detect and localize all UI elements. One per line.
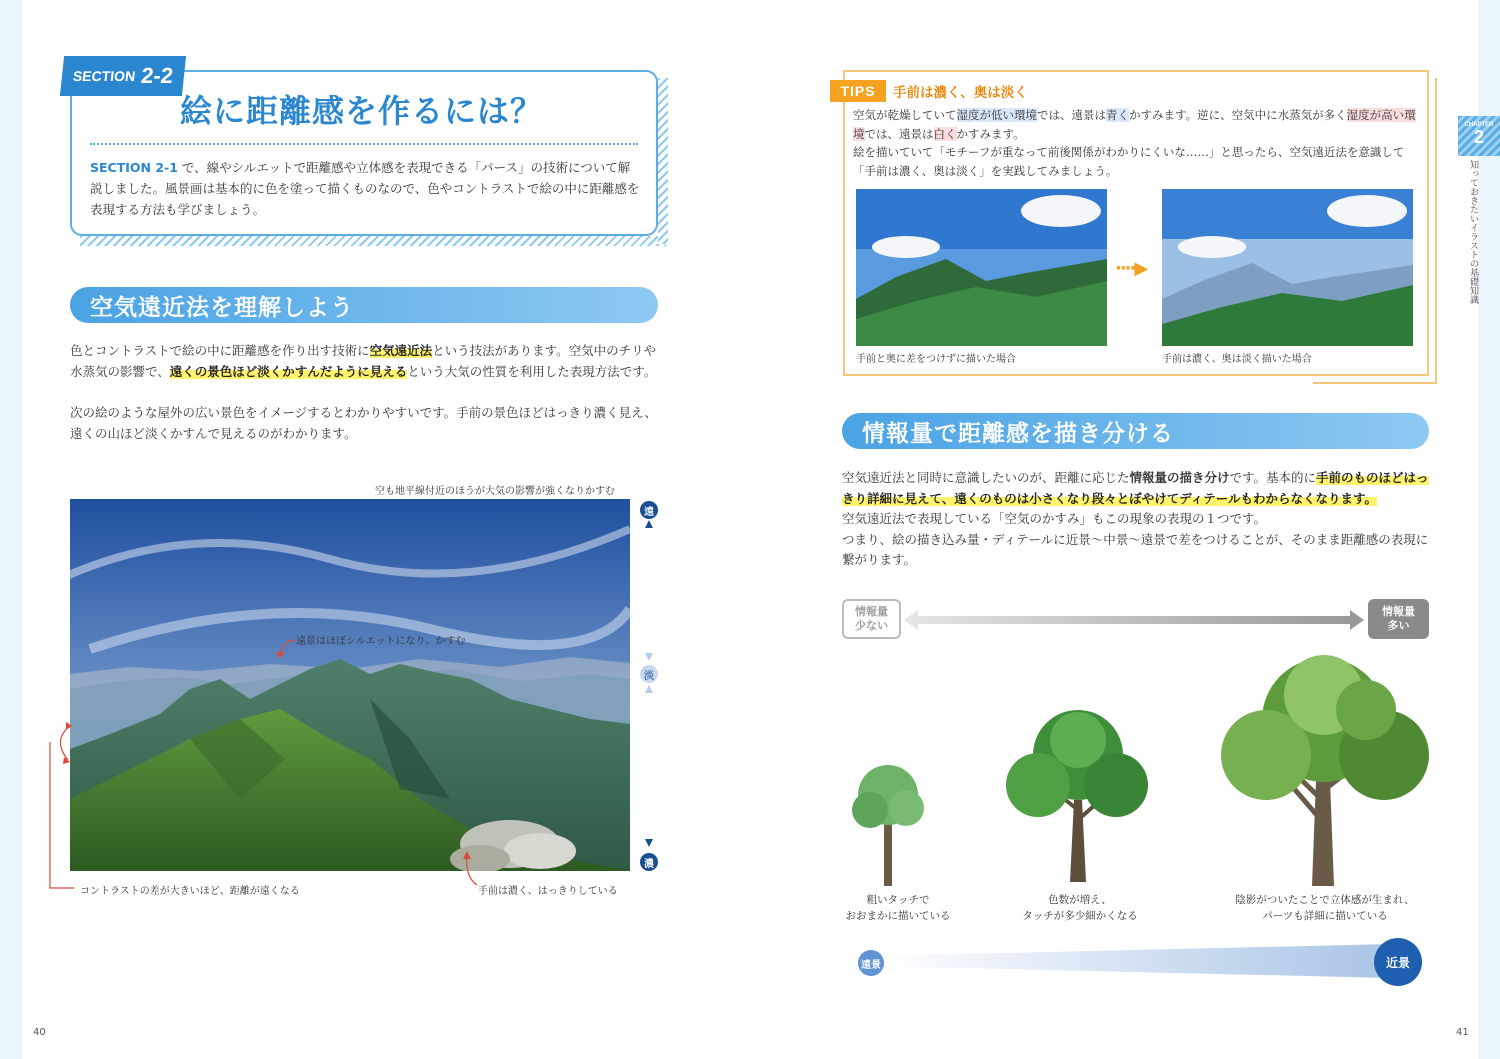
caption-contrast: コントラストの差が大きいほど、距離が遠くなる <box>80 886 300 897</box>
arrow-far-icon <box>270 636 300 662</box>
caption-near: 手前は濃く、はっきりしている <box>478 886 618 897</box>
depth-scale <box>636 498 662 878</box>
scale-pale-badge: 淡 <box>640 665 658 683</box>
paragraph-information-density <box>842 468 1432 571</box>
tips-image-flat <box>856 189 1107 346</box>
tips-tag: TIPS <box>830 80 886 102</box>
para-text: という大気の性質を利用した表現方法です。 <box>407 364 657 379</box>
left-page-edge <box>0 0 22 1059</box>
tree-caption-line: 色数が増え、 <box>1048 894 1112 906</box>
chapter-number: 2 <box>1473 127 1484 147</box>
highlight-phrase: 手前のものほどはっきり詳細に見えて、遠くのものは小さくなり段々とぼやけてディテールもわからなくなります。 <box>842 470 1429 506</box>
info-low-line2: 少ない <box>855 619 888 632</box>
section-tag-number: 2-2 <box>139 63 175 88</box>
tree-caption-medium <box>1000 892 1160 924</box>
info-high-line1: 情報量 <box>1382 605 1415 618</box>
paragraph-example: 次の絵のような屋外の広い景色をイメージするとわかりやすいです。手前の景色ほどはっきり濃く見え、遠くの山ほど淡くかすんで見えるのがわかります。 <box>70 405 657 441</box>
heading-aerial-perspective: 空気遠近法を理解しよう <box>70 287 658 323</box>
info-low-pill <box>842 599 901 639</box>
info-high-line2: 多い <box>1387 619 1410 632</box>
tips-arrow-icon: ····▶ <box>1115 258 1147 279</box>
tips-caption-flat: 手前と奥に差をつけずに描いた場合 <box>856 354 1016 365</box>
para-text: 色とコントラストで絵の中に距離感を作り出す技術に <box>70 343 370 358</box>
para-text: つまり、絵の描き込み量・ディテールに近景〜中景〜遠景で差をつけることが、そのまま距離感の表現に繋がります。 <box>842 531 1429 567</box>
tree-caption-line: パーツも詳細に描いている <box>1262 910 1388 922</box>
tips-box-shadow <box>1313 382 1437 384</box>
info-scale-arrow <box>902 608 1366 632</box>
tips-highlight-low-humidity: 湿度が低い環境 <box>956 108 1037 122</box>
tips-text: 絵を描いていて「モチーフが重なって前後関係がわかりにくいな……」と思ったら、空気遠近法を意識して「手前は濃く、奥は淡く」を実践してみましょう。 <box>853 145 1405 178</box>
tree-caption-line: おおまかに描いている <box>845 910 951 922</box>
section-box-shadow-side <box>658 78 668 244</box>
paragraph-aerial-perspective <box>70 340 660 382</box>
caption-far-view: 遠景はほぼシルエットになり、かすむ <box>296 636 466 647</box>
tips-image-graded <box>1162 189 1413 346</box>
info-high-pill <box>1368 599 1429 639</box>
tree-caption-detailed <box>1220 892 1430 924</box>
tips-highlight-high-humidity: 湿度が高い環境 <box>853 108 1416 141</box>
tips-text: では、遠景は <box>1037 108 1106 122</box>
tree-caption-line: 粗いタッチで <box>866 894 930 906</box>
right-page-edge <box>1478 0 1500 1059</box>
section-title: 絵に距離感を作るには？ <box>180 92 544 130</box>
tree-medium-image <box>998 700 1158 885</box>
distance-far-badge: 遠景 <box>858 950 884 976</box>
tips-caption-graded: 手前は濃く、奥は淡く描いた場合 <box>1162 354 1312 365</box>
heading-information-density: 情報量で距離感を描き分ける <box>842 413 1429 449</box>
tips-body <box>853 106 1419 180</box>
mountain-landscape-image <box>70 499 630 871</box>
section-box-shadow <box>80 236 666 246</box>
page-number-left: 40 <box>33 1027 46 1038</box>
tips-text: かすみます。 <box>956 126 1025 141</box>
tips-title: 手前は濃く、奥は淡く <box>893 85 1028 101</box>
tips-text: かすみます。逆に、空気中に水蒸気が多く <box>1129 108 1347 122</box>
tips-text: では、遠景は <box>864 126 934 141</box>
highlight-phrase: 遠くの景色ほど淡くかすんだように見える <box>169 364 408 379</box>
tree-caption-line: 陰影がついたことで立体感が生まれ、 <box>1235 894 1415 906</box>
scale-dark-badge: 濃 <box>640 853 658 871</box>
tips-text: 空気が乾燥していて <box>853 108 957 122</box>
distance-gradient-bar <box>870 944 1410 978</box>
para-text: です。基本的に <box>1229 470 1317 485</box>
tree-caption-line: タッチが多少細かくなる <box>1022 910 1138 922</box>
section-tag <box>60 56 186 96</box>
highlight-term: 空気遠近法 <box>369 343 433 358</box>
contrast-bracket-icon <box>44 720 84 892</box>
tree-rough-image <box>848 750 928 890</box>
info-low-line1: 情報量 <box>855 605 888 618</box>
section-intro <box>90 157 640 220</box>
para-text: 空気遠近法で表現している「空気のかすみ」もこの現象の表現の１つです。 <box>842 511 1267 526</box>
section-reference: SECTION 2-1 <box>90 160 178 175</box>
distance-near-badge: 近景 <box>1374 938 1422 986</box>
chapter-tab <box>1458 116 1500 156</box>
tips-highlight-white: 白く <box>933 126 957 141</box>
page-number-right: 41 <box>1456 1027 1469 1038</box>
tree-detailed-image <box>1216 650 1431 888</box>
tips-highlight-blue: 青く <box>1106 108 1129 122</box>
chapter-word: CHAPTER <box>1464 122 1494 128</box>
para-text: という技法があります。空気中のチリや水蒸気の影響で、 <box>70 343 657 379</box>
chapter-title-vertical: 知っておきたいイラストの基礎知識 <box>1468 160 1478 304</box>
scale-far-badge: 遠 <box>640 501 658 519</box>
para-text: 空気遠近法と同時に意識したいのが、距離に応じた <box>842 470 1130 485</box>
tips-box-shadow-side <box>1435 78 1437 384</box>
section-tag-word: SECTION <box>72 68 137 84</box>
tree-caption-rough <box>828 892 968 924</box>
section-intro-text: で、線やシルエットで距離感や立体感を表現できる「パース」の技術について解説しました。風景画は基本的に色を塗って描くものなので、色やコントラストで絵の中に距離感を表現する方法も学びましょう。 <box>90 160 640 217</box>
section-divider <box>90 143 638 145</box>
caption-sky: 空も地平線付近のほうが大気の影響が強くなりかすむ <box>375 486 615 497</box>
bold-term: 情報量の描き分け <box>1129 470 1230 485</box>
